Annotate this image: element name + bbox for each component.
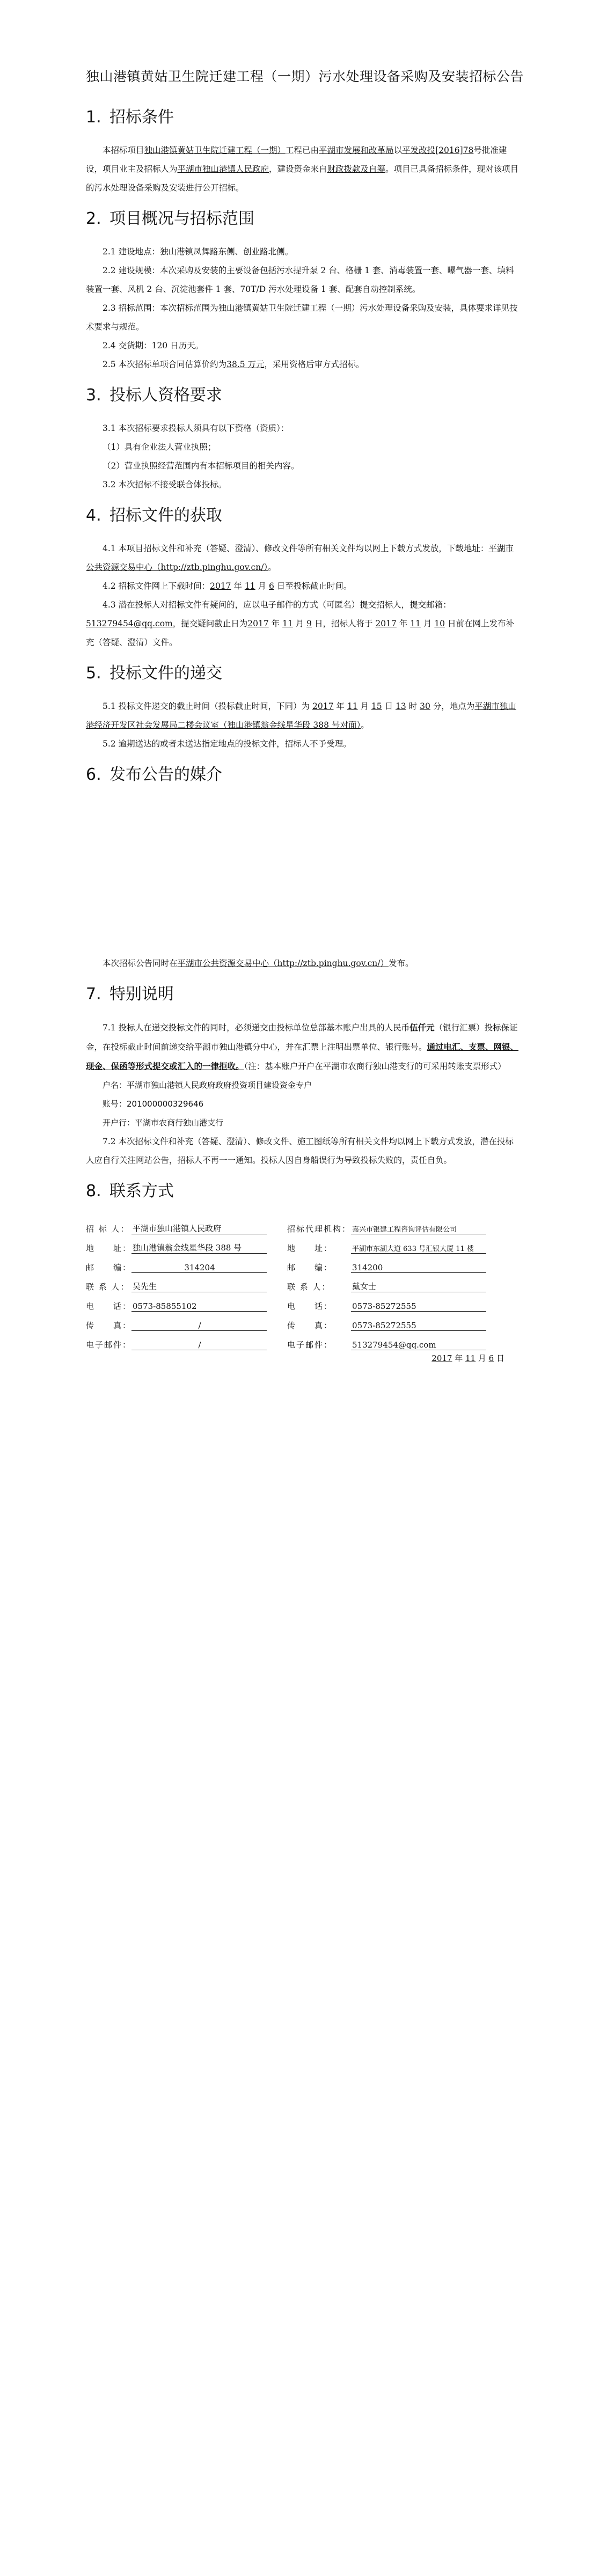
text: 日至投标截止时间。 [274,581,352,591]
minute: 30 [420,701,430,711]
project-owner: 平湖市独山港镇人民政府 [177,164,269,174]
text: 本次招标公告同时在 [103,958,178,968]
text: 4.2 招标文件网上下载时间： [103,581,210,591]
text: 7.1 投标人在递交投标文件的同时，必须递交由投标单位总部基本账户出具的人民币 [103,1023,410,1033]
day: 9 [306,619,312,628]
contact-row [86,1273,521,1292]
year: 2017 [247,619,269,628]
text: （注：基本账户开户在平湖市农商行独山港支行的可采用转账支票形式） [244,1062,506,1071]
text: 月 [476,1353,489,1363]
funding-source: 财政拨款及自筹 [327,164,386,174]
section-title: 发布公告的媒介 [109,765,222,784]
section-number: 5. [86,664,101,683]
text: 日，招标人将于 [312,619,376,628]
month: 11 [244,581,255,591]
year: 2017 [312,701,334,711]
text: 日前在网上发布补充（答疑、澄清）文件。 [86,619,514,647]
project-name: 独山港镇黄姑卫生院迁建工程（一期） [144,145,286,155]
section-2-delivery: 2.4 交货期：120 日历天。 [103,341,204,350]
text: 。 [361,720,369,730]
section-number: 6. [86,765,101,784]
question-email[interactable]: 513279454@qq.com [86,619,173,628]
contact-value: 0573-85855102 [131,1292,287,1312]
section-number: 2. [86,209,101,228]
contact-row [86,1254,521,1273]
section-5-late: 5.2 逾期送达的或者未送达指定地点的投标文件，招标人不予受理。 [103,739,352,749]
text: 分，地点为 [430,701,475,711]
text: （银行汇票）投标保证金，在投标截止时间前递交给平湖市独山港镇分中心，并在汇票上注明出票单位、银行账号。 [86,1023,518,1052]
contact-value: 314204 [131,1254,287,1273]
contact-label: 招标代理机构： [287,1224,352,1234]
contact-table [86,1215,521,1350]
month: 11 [465,1353,476,1363]
contact-label: 邮 编： [86,1263,132,1272]
section-7-deposit [86,1018,521,1076]
section-number: 3. [86,386,101,405]
contact-row [86,1292,521,1312]
text: 月 [420,619,435,628]
text: 2.5 本次招标单项合同估算价约为 [103,360,227,369]
text: 以 [393,145,403,155]
section-title: 项目概况与招标范围 [109,209,254,228]
text: ，提交疑问截止日为 [172,619,248,628]
section-3-item: （2）营业执照经营范围内有本招标项目的相关内容。 [103,461,299,471]
account-name: 户名：平湖市独山港镇人民政府政府投资项目建设资金专户 [103,1080,312,1090]
section-title: 特别说明 [109,985,174,1004]
text: 月 [255,581,269,591]
media-link[interactable]: 平湖市公共资源交易中心（http://ztb.pinghu.gov.cn/） [177,958,389,968]
text: 年 [452,1353,466,1363]
text: 发布。 [388,958,414,968]
section-4-heading [86,505,521,526]
contact-label: 传 真： [86,1321,132,1330]
contact-value: 嘉兴市银建工程咨询评估有限公司 [351,1215,521,1234]
text: 年 [396,619,411,628]
section-2-estimate [86,355,521,374]
section-title: 联系方式 [109,1182,174,1201]
approver: 平湖市发展和改革局 [319,145,394,155]
day: 6 [268,581,274,591]
text: 。 [268,562,276,572]
contact-value: 戴女士 [351,1273,521,1292]
account-number: 账号：201000000329646 [103,1099,204,1109]
section-number: 8. [86,1182,101,1201]
section-2-scope: 2.3 招标范围：本次招标范围为独山港镇黄姑卫生院迁建工程（一期）污水处理设备采购及安装，具体要求详见技术要求与规范。 [86,303,518,332]
month: 11 [282,619,293,628]
section-8-heading [86,1181,521,1202]
text: ，建设资金来自 [269,164,327,174]
section-number: 4. [86,506,101,525]
contact-value: 0573-85272555 [351,1312,521,1331]
announcement-body [86,67,524,1364]
text: 日 [494,1353,504,1363]
section-number: 7. [86,985,101,1004]
section-3-item: 3.2 本次招标不接受联合体投标。 [103,480,227,489]
contact-value[interactable]: 513279454@qq.com [351,1331,521,1350]
section-5-deadline [86,697,521,735]
section-title: 投标人资格要求 [109,386,222,405]
section-4-download [86,539,521,577]
text: 时 [406,701,420,711]
month: 11 [347,701,358,711]
section-title: 招标条件 [109,108,174,127]
contact-row [86,1215,521,1234]
section-2-location: 2.1 建设地点：独山港镇凤舞路东侧、创业路北侧。 [103,247,294,257]
contact-label: 招 标 人： [86,1224,130,1234]
contact-label: 联 系 人： [287,1282,331,1292]
section-1-paragraph [86,141,521,197]
text: 年 [268,619,283,628]
section-title: 投标文件的递交 [109,664,222,683]
text: 5.1 投标文件递交的截止时间（投标截止时间，下同）为 [103,701,313,711]
section-7-heading [86,984,521,1005]
section-1-heading [86,107,521,128]
contact-label: 电子邮件： [287,1340,333,1350]
section-3-item: 3.1 本次招标要求投标人须具有以下资格（资质）： [103,423,289,433]
text: 年 [231,581,245,591]
contact-value: 314200 [351,1254,521,1273]
day: 6 [488,1353,494,1363]
month: 11 [410,619,421,628]
text: 日 [382,701,396,711]
deposit-amount: 伍仟元 [409,1022,435,1033]
year: 2017 [210,581,231,591]
section-2-scale: 2.2 建设规模：本次采购及安装的主要设备包括污水提升泵 2 台、格栅 1 套、消毒装置一套、曝气器一套、填料装置一套、风机 2 台、沉淀池套件 1 套、70T/D 污水处理设备 1 套、配套自动控制系统。 [86,266,514,294]
estimate-amount: 38.5 万元 [226,360,265,369]
section-6-media [86,954,521,973]
contact-value: 平湖市独山港镇人民政府 [131,1215,287,1234]
rejection-notice: 通过电汇、支票、网银、现金、保函等形式提交或汇入的一律拒收。 [86,1042,519,1071]
section-2-heading [86,208,521,230]
contact-row [86,1234,521,1254]
section-7-download-note: 7.2 本次招标文件和补充（答疑、澄清）、修改文件、施工图纸等所有相关文件均以网上下载方式发放，潜在投标人应自行关注网站公告，招标人不再一一通知。投标人因自身船误行为导致投标失败的，责任自负。 [86,1137,514,1165]
text: 月 [357,701,371,711]
document-title: 独山港镇黄姑卫生院迁建工程（一期）污水处理设备采购及安装招标公告 [86,69,524,84]
text: 本招标项目 [103,145,144,155]
contact-row [86,1331,521,1350]
section-number: 1. [86,108,101,127]
day: 10 [434,619,445,628]
submission-place: 平湖市独山港经济开发区社会发展局二楼会议室（独山港镇翁金线星华段 388 号对面） [86,701,516,730]
announcement-date [86,1352,521,1364]
contact-label: 电 话： [287,1301,333,1311]
contact-value: / [131,1331,287,1350]
section-6-heading [86,764,521,786]
contact-label: 联 系 人： [86,1282,130,1292]
download-link[interactable]: 平湖市公共资源交易中心（http://ztb.pinghu.gov.cn/） [86,544,514,572]
contact-value: / [131,1312,287,1331]
account-bank: 开户行：平湖市农商行独山港支行 [103,1118,224,1128]
contact-label: 电 话： [86,1301,132,1311]
text: 工程已由 [286,145,319,155]
contact-value: 独山港镇翁金线星华段 388 号 [131,1234,287,1254]
text: 。项目已具备招标条件，现对该项目的污水处理设备采购及安装进行公开招标。 [86,164,519,193]
text: 号批准建设，项目业主及招标人为 [86,145,507,174]
contact-label: 地 址： [86,1243,132,1253]
text: ，采用资格后审方式招标。 [264,360,364,369]
approval-doc-number: 平发改投[2016]78 [402,145,474,155]
text: 月 [292,619,307,628]
day: 15 [371,701,382,711]
contact-value: 0573-85272555 [351,1292,521,1312]
contact-value: 平湖市东湖大道 633 号汇银大厦 11 楼 [351,1234,521,1254]
section-title: 招标文件的获取 [109,506,222,525]
section-3-heading [86,385,521,406]
contact-label: 地 址： [287,1243,333,1253]
section-4-questions [86,596,521,652]
contact-label: 邮 编： [287,1263,333,1272]
section-4-download-time [86,577,521,596]
text: 年 [333,701,347,711]
hour: 13 [396,701,406,711]
year: 2017 [375,619,397,628]
year: 2017 [432,1353,452,1363]
contact-value: 吴先生 [131,1273,287,1292]
section-5-heading [86,663,521,684]
blank-space [86,799,521,954]
text: 4.1 本项目招标文件和补充（答疑、澄清）、修改文件等所有相关文件均以网上下载方式发放，下载地址： [103,544,489,553]
contact-label: 传 真： [287,1321,333,1330]
section-3-item: （1）具有企业法人营业执照； [103,442,216,452]
text: 4.3 潜在投标人对招标文件有疑问的，应以电子邮件的方式（可匿名）提交招标人，提交邮箱： [103,600,451,610]
contact-label: 电子邮件： [86,1340,132,1350]
contact-row [86,1312,521,1331]
